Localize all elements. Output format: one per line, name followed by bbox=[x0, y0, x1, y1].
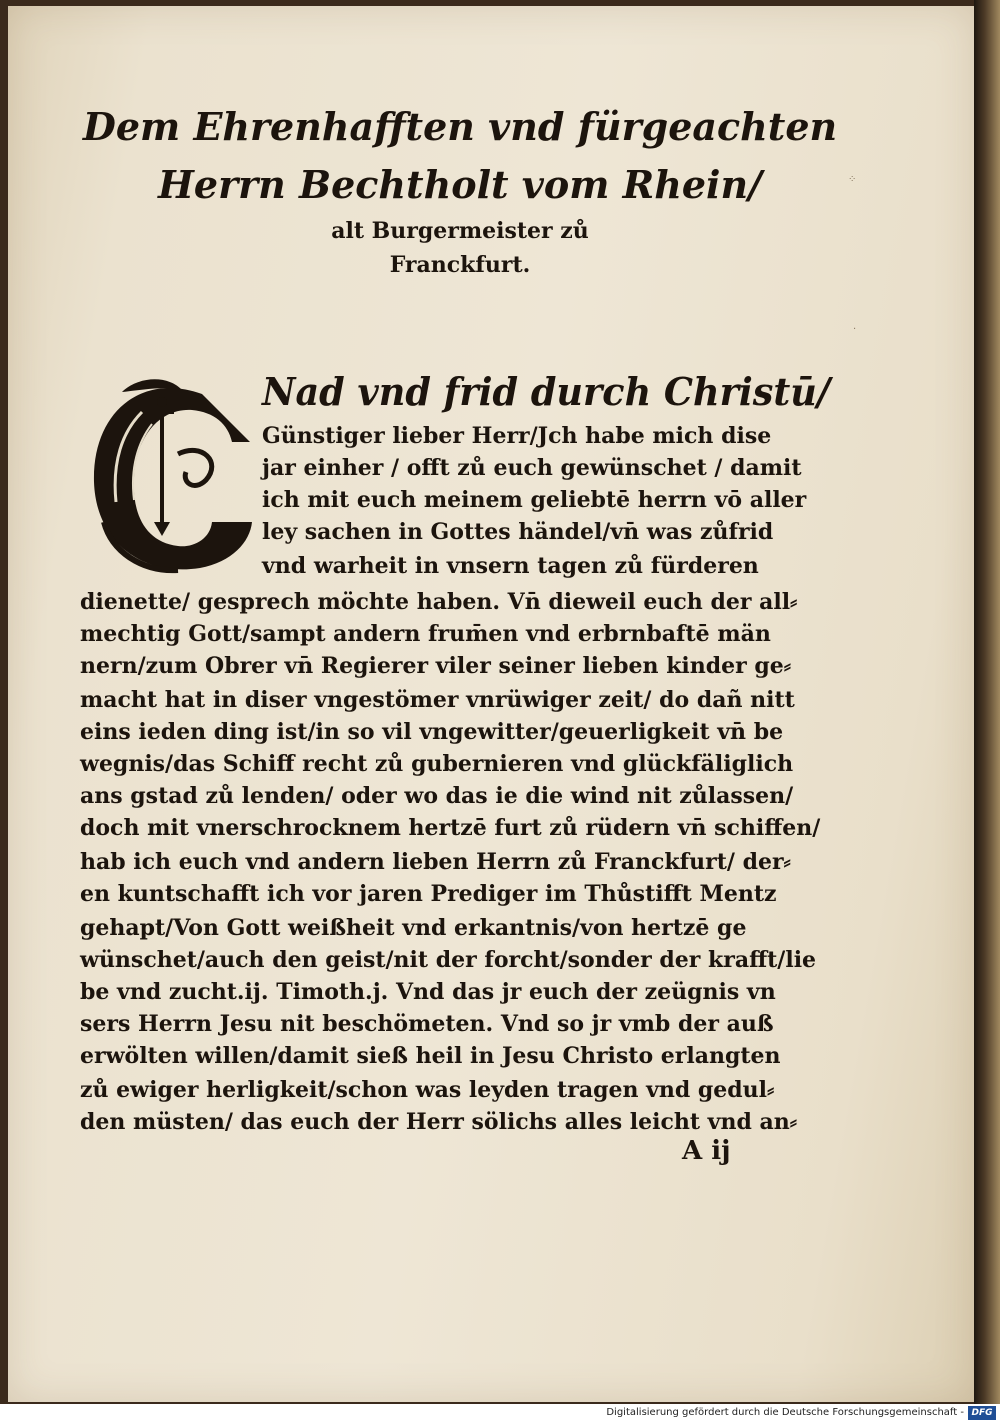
body-line: be vnd zucht.ij. Timoth.j. Vnd das jr euch der zeügnis vn bbox=[80, 979, 776, 1005]
dedication-heading-line-3: alt Burgermeister zů bbox=[331, 218, 589, 244]
body-line: zů ewiger herligkeit/schon was leyden tragen vnd gedul⸗ bbox=[80, 1077, 775, 1103]
body-line: jar einher / offt zů euch gewünschet / damit bbox=[262, 455, 802, 481]
page-speck: ⁘ bbox=[848, 174, 857, 185]
dedication-heading-line-4: Franckfurt. bbox=[389, 252, 531, 278]
body-line: mechtig Gott/sampt andern frum̄en vnd erbrnbaftē män bbox=[80, 621, 771, 647]
body-line: nern/zum Obrer vn̄ Regierer viler seiner lieben kinder ge⸗ bbox=[80, 653, 792, 679]
body-line: erwölten willen/damit sieß heil in Jesu Christo erlangten bbox=[80, 1043, 781, 1069]
body-line: ich mit euch meinem geliebtē herrn vō aller bbox=[262, 487, 807, 513]
body-line: eins ieden ding ist/in so vil vngewitter/geuerligkeit vn̄ be bbox=[80, 719, 784, 745]
body-line: dienette/ gesprech möchte haben. Vn̄ dieweil euch der all⸗ bbox=[80, 589, 798, 615]
body-line: vnd warheit in vnsern tagen zů fürderen bbox=[262, 553, 759, 579]
signature-mark: A ij bbox=[682, 1136, 731, 1166]
body-line: wegnis/das Schiff recht zů gubernieren vnd glückfäliglich bbox=[80, 751, 794, 777]
body-line: Nad vnd frid durch Christū/ bbox=[262, 369, 831, 414]
dfg-logo: DFG bbox=[968, 1406, 996, 1420]
funding-notice: Digitalisierung gefördert durch die Deutsche Forschungsgemeinschaft - bbox=[606, 1407, 964, 1418]
body-line: gehapt/Von Gott weißheit vnd erkantnis/von hertzē ge bbox=[80, 915, 747, 941]
dedication-heading-line-1: Dem Ehrenhafften vnd fürgeachten bbox=[82, 104, 838, 149]
body-line: Günstiger lieber Herr/Jch habe mich dise bbox=[262, 423, 772, 449]
body-line: hab ich euch vnd andern lieben Herrn zů Franckfurt/ der⸗ bbox=[80, 849, 791, 875]
body-line: wünschet/auch den geist/nit der forcht/sonder der krafft/lie bbox=[80, 947, 817, 973]
body-line: doch mit vnerschrocknem hertzē furt zů rüdern vn̄ schiffen/ bbox=[80, 815, 821, 841]
body-line: ans gstad zů lenden/ oder wo das ie die wind nit zůlassen/ bbox=[80, 783, 794, 809]
body-line: ley sachen in Gottes händel/vn̄ was zůfrid bbox=[262, 519, 774, 545]
dedication-heading-line-2: Herrn Bechtholt vom Rhein/ bbox=[158, 162, 762, 207]
body-line: macht hat in diser vngestömer vnrüwiger zeit/ do dañ nitt bbox=[80, 687, 795, 713]
decorated-initial bbox=[82, 372, 260, 582]
body-line: en kuntschafft ich vor jaren Prediger im Thůstifft Mentz bbox=[80, 881, 777, 907]
footer-bar bbox=[0, 1404, 1000, 1423]
page-edge bbox=[974, 0, 1000, 1404]
body-line: sers Herrn Jesu nit beschömeten. Vnd so jr vmb der auß bbox=[80, 1011, 774, 1037]
body-line: den müsten/ das euch der Herr sölichs alles leicht vnd an⸗ bbox=[80, 1109, 798, 1135]
page-speck: · bbox=[853, 324, 857, 335]
